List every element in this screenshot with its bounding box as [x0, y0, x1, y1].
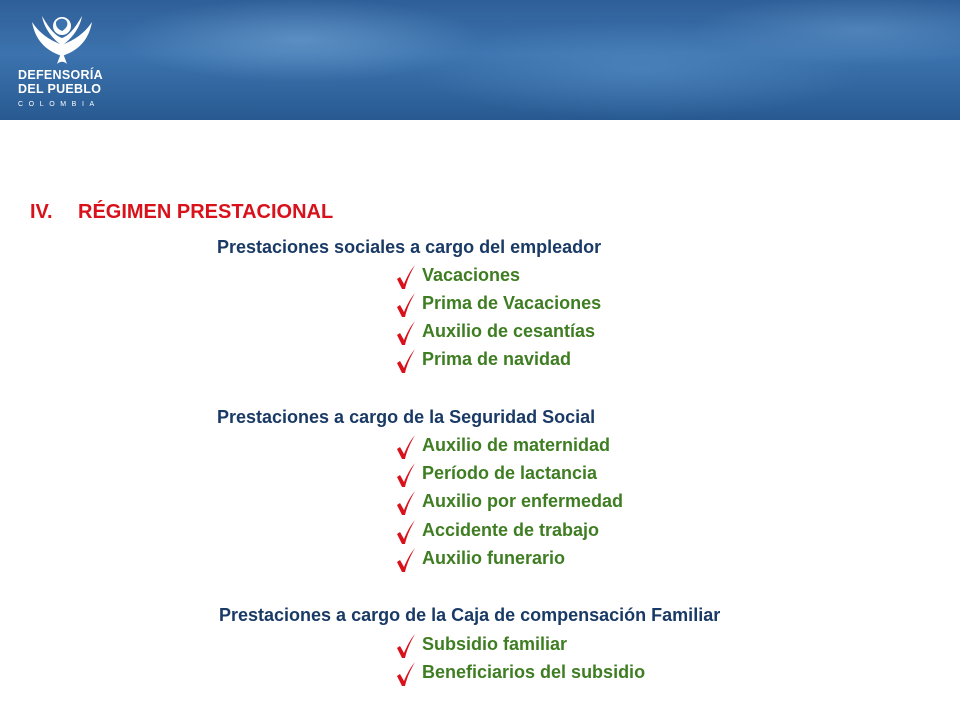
logo-text-colombia: COLOMBIA [18, 101, 100, 108]
item-label: Auxilio de cesantías [422, 321, 596, 341]
item-label: Beneficiarios del subsidio [422, 662, 646, 682]
logo-text-del-pueblo: DEL PUEBLO [18, 82, 102, 96]
section-title: RÉGIMEN PRESTACIONAL [78, 201, 334, 223]
red-check-icon [396, 462, 416, 488]
header-banner [0, 0, 960, 120]
section-number: IV. [30, 201, 53, 223]
item-label: Vacaciones [422, 265, 521, 285]
item-label: Período de lactancia [422, 463, 598, 483]
red-check-icon [396, 490, 416, 516]
logo-text-defensoria: DEFENSORÍA [18, 68, 103, 82]
red-check-icon [396, 547, 416, 573]
group-heading-caja-compensacion: Prestaciones a cargo de la Caja de compensación Familiar [219, 605, 721, 625]
red-check-icon [396, 348, 416, 374]
item-label: Prima de Vacaciones [422, 293, 602, 313]
group-heading-seguridad-social: Prestaciones a cargo de la Seguridad Social [217, 407, 596, 427]
item-label: Auxilio funerario [422, 548, 566, 568]
red-check-icon [396, 661, 416, 687]
defensoria-logo [14, 6, 110, 114]
red-check-icon [396, 434, 416, 460]
group-heading-empleador: Prestaciones sociales a cargo del empleador [217, 237, 602, 257]
red-check-icon [396, 292, 416, 318]
item-label: Subsidio familiar [422, 634, 568, 654]
dove-logo-icon [28, 8, 96, 68]
red-check-icon [396, 519, 416, 545]
item-label: Auxilio de maternidad [422, 435, 611, 455]
item-label: Prima de navidad [422, 349, 572, 369]
red-check-icon [396, 633, 416, 659]
item-label: Accidente de trabajo [422, 520, 600, 540]
red-check-icon [396, 264, 416, 290]
red-check-icon [396, 320, 416, 346]
item-label: Auxilio por enfermedad [422, 491, 624, 511]
